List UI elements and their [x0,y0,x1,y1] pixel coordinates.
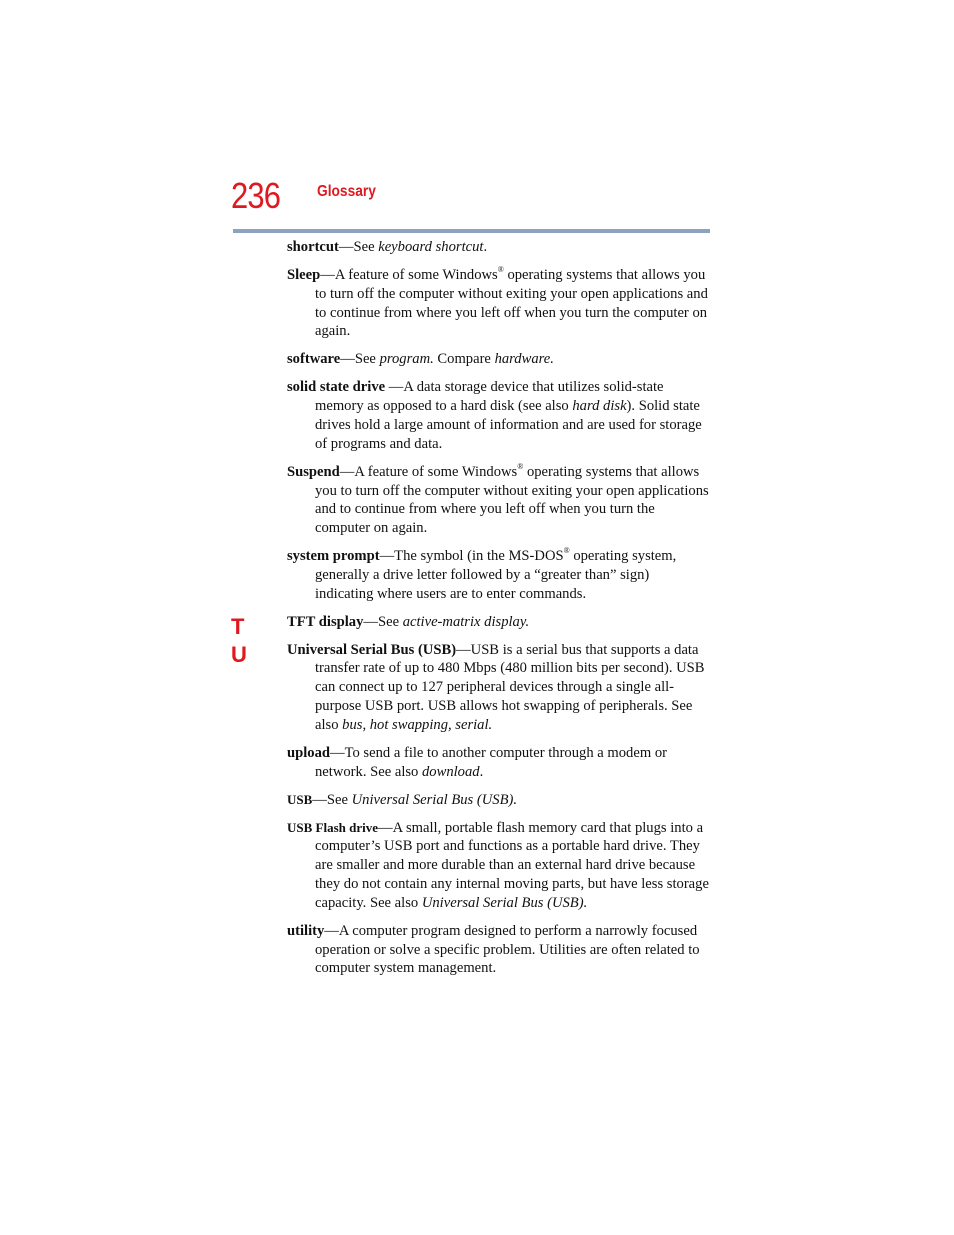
entry-text: operating systems that allows you to turn off the computer without exiting your open applications and to continue from where you left off when you turn the computer on again. [315,266,708,340]
entry-cross-reference: hard disk [572,398,627,415]
entry-text: —See [312,791,352,808]
entry-text: ). Solid state drives hold a large amount of information and are used for storage of programs and data. [315,398,702,452]
entry-term: upload [287,744,330,761]
entry-cross-reference: hardware. [494,351,554,368]
registered-mark: ® [517,461,524,471]
entry-term: shortcut [287,239,339,255]
glossary-entry-universal-serial-bus [287,641,709,735]
page-number: 236 [231,175,281,216]
entry-text: —See [363,613,403,630]
entry-text: —A small, portable flash memory card that plugs into a computer’s USB port and functions as a portable hard drive. They are smaller and more durable than an external hard drive because they do not contain any internal moving parts, but have less storage capacity. See also [315,819,709,911]
entry-term: Sleep [287,266,321,283]
glossary-entry-usb [287,791,709,810]
entry-term: solid state drive [287,379,386,396]
entry-text: —A data storage device that utilizes solid-state memory as opposed to a hard disk (see also [315,379,664,415]
entry-text: operating systems that allows you to turn off the computer without exiting your open applications and to continue from where you left off when you turn the computer on again. [315,463,709,537]
entry-text: —See [338,239,379,255]
glossary-entry-usb-flash-drive [287,819,709,913]
entry-term: USB [287,791,313,807]
entry-term: Universal Serial Bus (USB) [287,641,457,658]
glossary-entry-system-prompt [287,547,709,603]
glossary-entry-solid-state-drive [287,378,709,453]
entry-cross-reference: active-matrix display. [402,613,530,630]
entry-cross-reference: keyboard shortcut [378,239,484,255]
entry-text: . [483,239,488,255]
glossary-entries [287,238,709,987]
glossary-entry-utility [287,922,709,978]
entry-text: operating system, generally a drive letter followed by a “greater than” sign) indicating where users are to enter commands. [315,548,677,602]
index-letter-t: T [231,614,245,639]
entry-term: system prompt [287,548,380,565]
entry-cross-reference: Universal Serial Bus (USB). [351,791,517,808]
entry-text: —See [340,351,380,368]
registered-mark: ® [497,265,504,275]
entry-term: TFT display [287,613,364,630]
glossary-entry-software [287,350,709,369]
entry-term: software [287,351,341,368]
section-title: Glossary [317,183,376,200]
registered-mark: ® [563,546,570,556]
entry-cross-reference: download [422,763,480,780]
glossary-entry-shortcut [287,238,709,257]
entry-text: —A feature of some Windows [339,463,518,480]
entry-cross-reference: program. [379,351,434,368]
entry-term: utility [287,922,325,939]
entry-text: . [479,763,484,780]
glossary-entry-sleep [287,266,709,341]
entry-text: —To send a file to another computer through a modem or network. See also [315,744,667,780]
entry-text: Compare [433,351,495,368]
glossary-entry-suspend [287,463,709,538]
index-letter-u: U [231,642,247,667]
entry-term: USB Flash drive [287,819,379,835]
glossary-entry-upload [287,744,709,782]
entry-cross-reference: bus, hot swapping, serial. [342,716,493,733]
entry-text: —The symbol (in the MS-DOS [379,548,564,565]
entry-cross-reference: Universal Serial Bus (USB). [421,894,588,911]
glossary-entry-tft-display [287,613,709,632]
header-rule [233,229,710,233]
entry-text: —USB is a serial bus that supports a data transfer rate of up to 480 Mbps (480 million bits per second). USB can connect up to 127 peripheral devices through a single all-purpose USB port. USB allows hot swapping of peripherals. See also [315,641,705,733]
entry-text: —A feature of some Windows [320,266,498,283]
entry-term: Suspend [287,463,340,480]
entry-text: —A computer program designed to perform a narrowly focused operation or solve a specific problem. Utilities are often related to computer system management. [315,922,700,977]
